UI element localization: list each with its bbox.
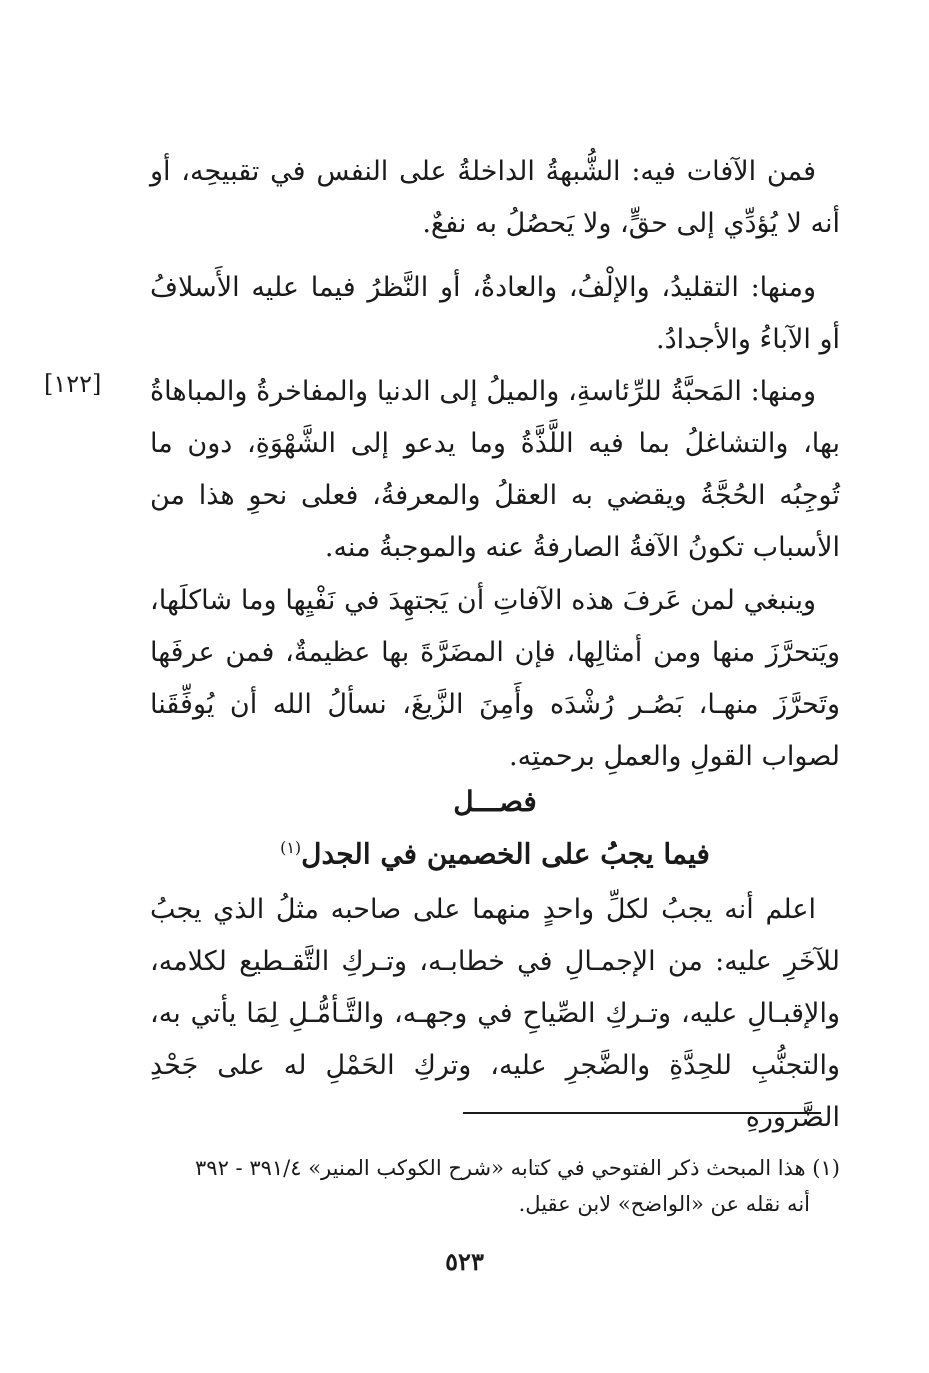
- subheading-text: فيما يجبُ على الخصمين في الجدل: [301, 837, 710, 871]
- section-subheading: [150, 826, 840, 876]
- paragraph-text: ومنها: المَحبَّةُ للرِّئاسةِ، والميلُ إلى الدنيا والمفاخرةُ والمباهاةُ بها، والتشاغلُ بما فيه اللَّذَّةُ وما يدعو إلى الشَّهْوَةِ، دون ما تُوجِبُه الحُجَّةُ ويقضي به العقلُ والمعرفةُ، فعلى نحوِ هذا من الأسباب تكونُ الآفةُ الصارفةُ عنه والموجبةُ منه.: [150, 376, 840, 563]
- paragraph-1: [150, 146, 840, 250]
- page-number: ٥٢٣: [445, 1247, 484, 1276]
- paragraph-4: [150, 575, 840, 783]
- section-heading: فصـــل: [453, 785, 537, 818]
- paragraph-text: وينبغي لمن عَرفَ هذه الآفاتِ أن يَجتهِدَ في نَفْيِها وما شاكلَها، ويَتحرَّزَ منها ومن أمثالِها، فإن المضَرَّةَ بها عظيمةٌ، فمن عرفَها وتَحرَّزَ منهـا، بَصُـر رُشْدَه وأَمِنَ الزَّيغَ، نسألُ الله أن يُوفِّقَنا لصواب القولِ والعملِ برحمتِه.: [150, 585, 840, 772]
- footnote-line-1: (١) هذا المبحث ذكر الفتوحي في كتابه «شرح الكوكب المنير» ٣٩١/٤ - ٣٩٢: [195, 1156, 840, 1180]
- footnote-marker: (١): [280, 838, 302, 857]
- footnote: [150, 1150, 840, 1222]
- paragraph-text: فمن الآفات فيه: الشُّبهةُ الداخلةُ على النفس في تقبيحِه، أو أنه لا يُؤدِّي إلى حقٍّ، ولا يَحصُلُ به نفعٌ.: [150, 156, 840, 239]
- footnote-line-2: أنه نقله عن «الواضح» لابن عقيل.: [518, 1192, 810, 1216]
- paragraph-text: ومنها: التقليدُ، والإلْفُ، والعادةُ، أو النَّظرُ فيما عليه الأَسلافُ أو الآباءُ والأجدادُ.: [150, 272, 840, 355]
- paragraph-5: [150, 884, 840, 1144]
- paragraph-2: [150, 262, 840, 366]
- footnote-divider: [463, 1112, 821, 1114]
- margin-reference: [١٢٢]: [44, 370, 102, 398]
- paragraph-3: [150, 366, 840, 574]
- paragraph-text: اعلم أنه يجبُ لكلِّ واحدٍ منهما على صاحبه مثلُ الذي يجبُ للآخَرِ عليه: من الإجمـالِ في خطابـه، وتـركِ التَّقـطيع لكلامه، والإقبـالِ عليه، وتـركِ الصِّياحِ في وجهـه، والتَّـأمُّـلِ لِمَا يأتي به، والتجنُّبِ للحِدَّةِ والضَّجرِ عليه، وتركِ الحَمْلِ له على جَحْدِ الضَّرورةِ: [150, 894, 840, 1133]
